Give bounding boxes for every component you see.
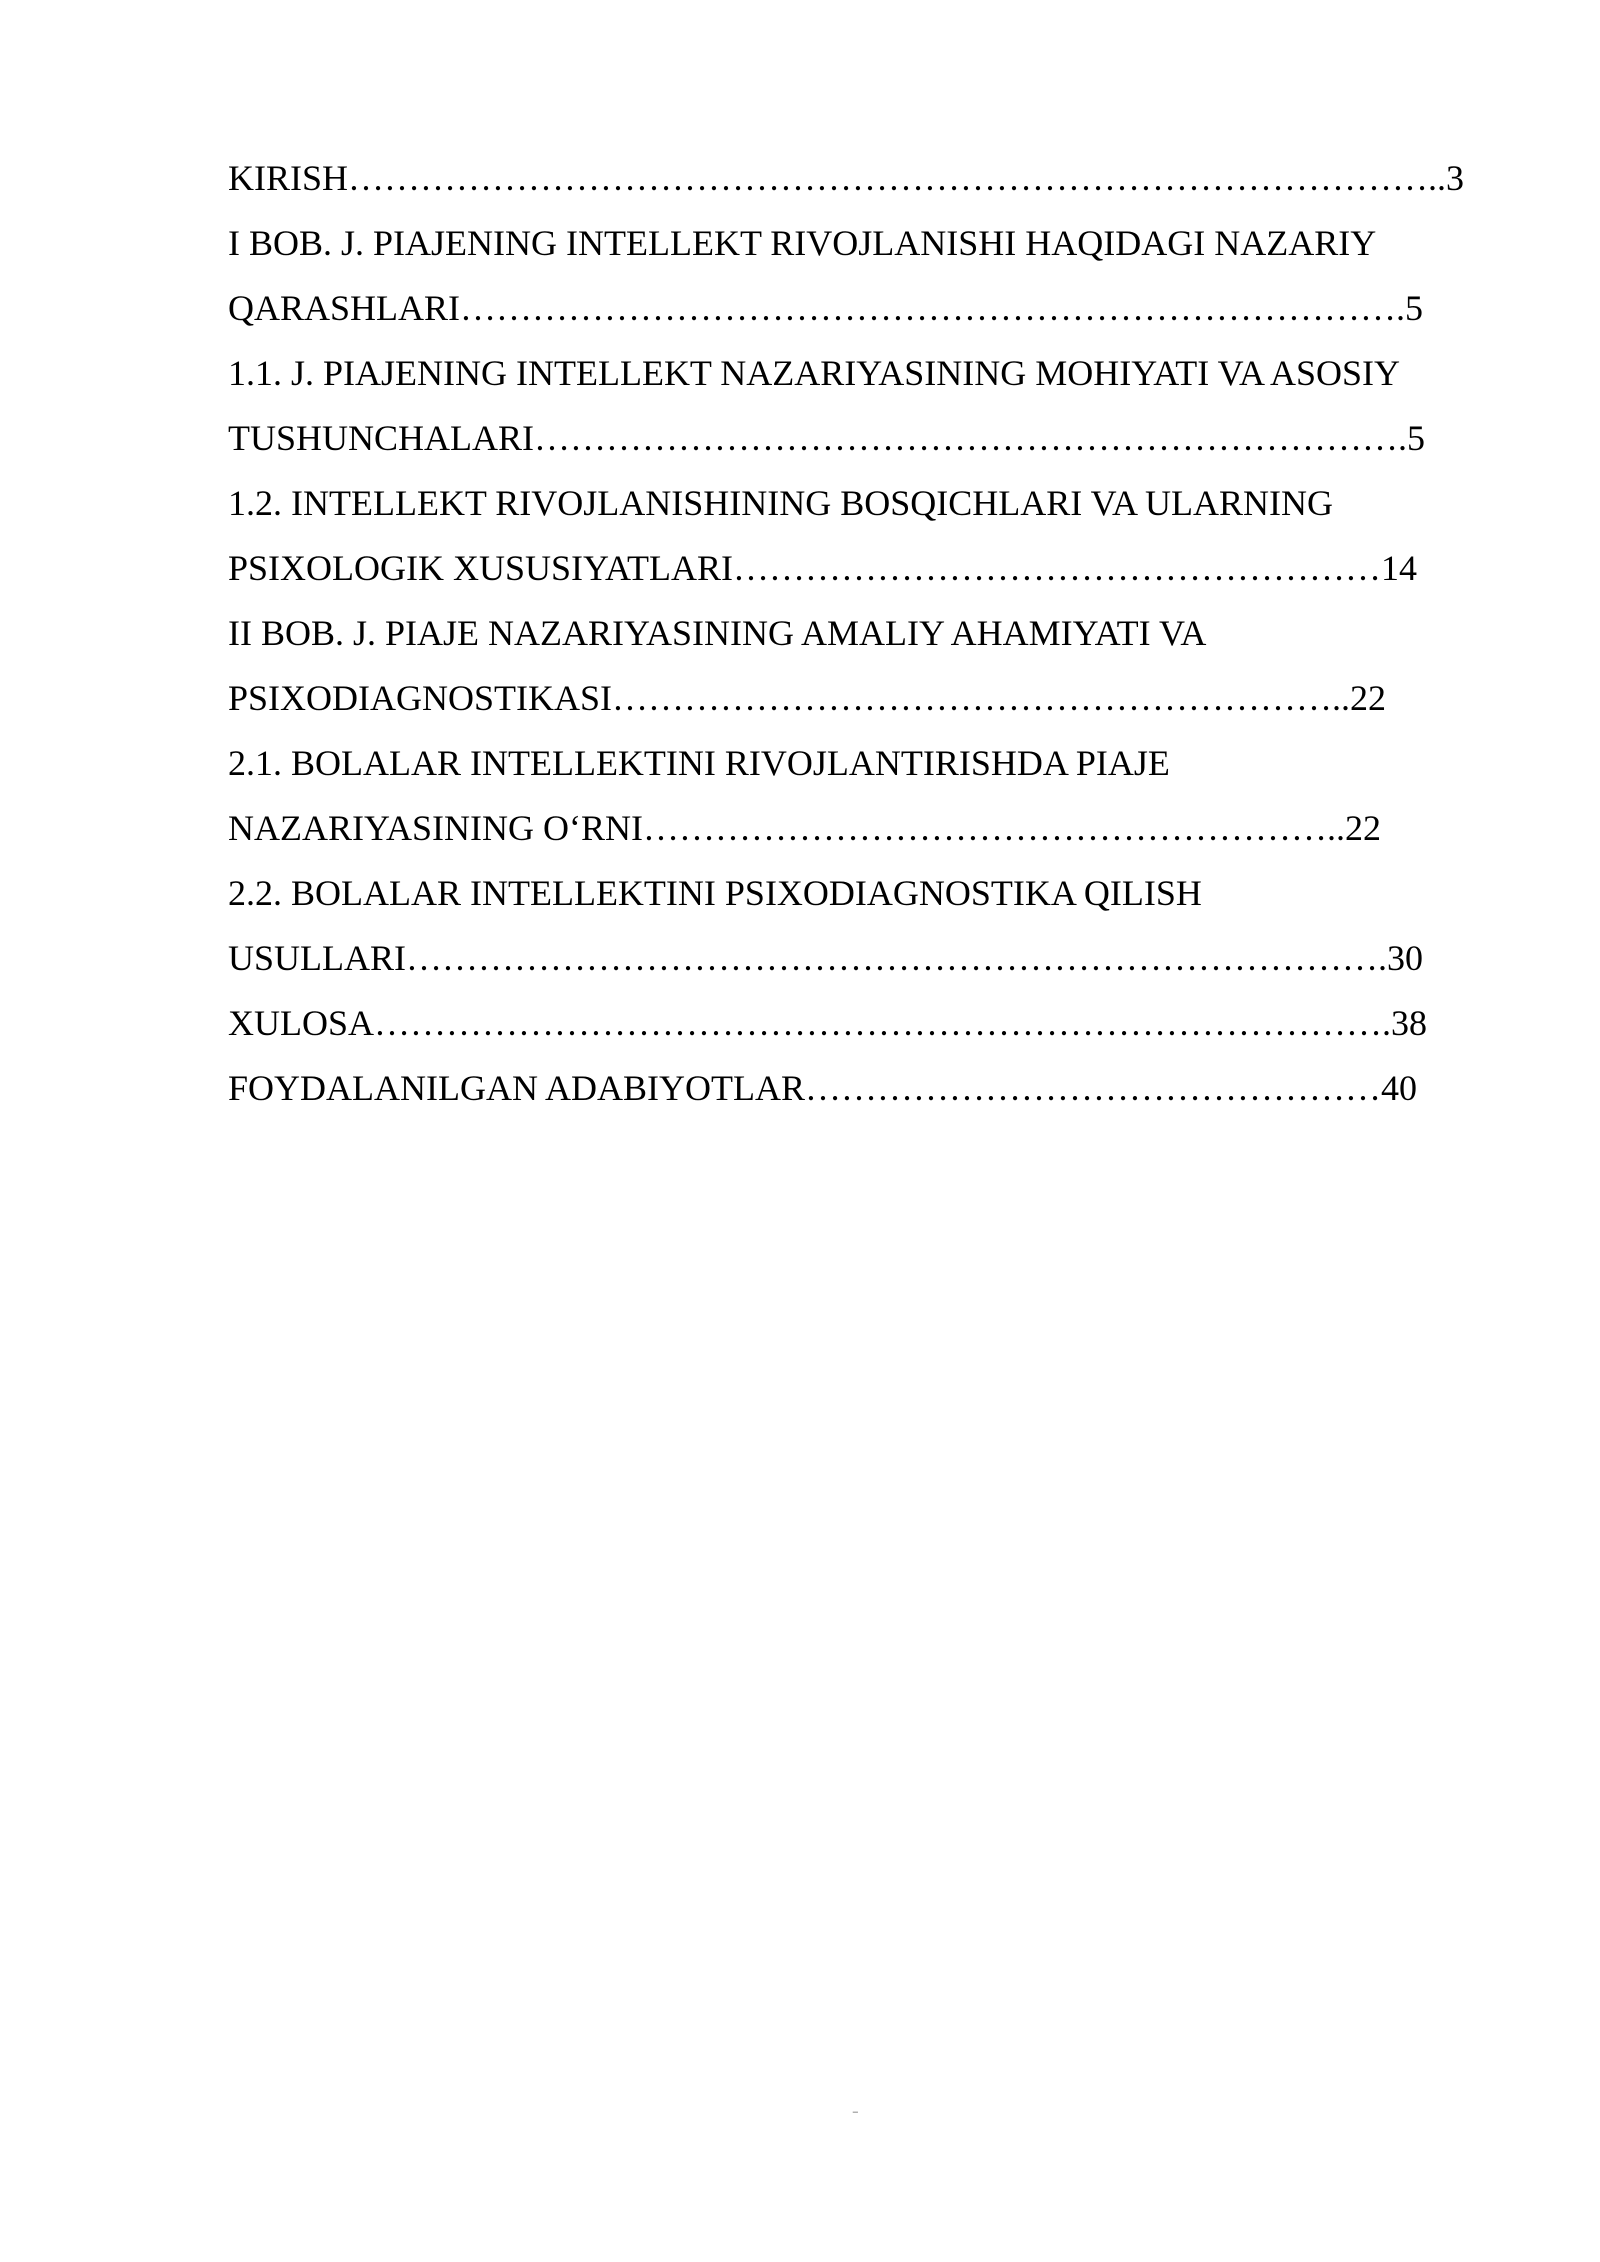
- toc-entry-chapter-1-page: QARASHLARI…………………………………………………………………….5: [228, 288, 1424, 328]
- table-of-contents: [228, 146, 1482, 1121]
- page-number-mark: -: [852, 2100, 859, 2122]
- toc-entry-section-2-2-page: USULLARI……………………………………………………………………….30: [228, 938, 1423, 978]
- toc-entry-adabiyotlar: FOYDALANILGAN ADABIYOTLAR…………………………………………40: [228, 1068, 1417, 1108]
- toc-entry-section-1-2-title: 1.2. INTELLEKT RIVOJLANISHINING BOSQICHLARI VA ULARNING: [228, 483, 1333, 523]
- toc-entry-section-1-1-title: 1.1. J. PIAJENING INTELLEKT NAZARIYASINING MOHIYATI VA ASOSIY: [228, 353, 1401, 393]
- toc-entry-section-1-1-page: TUSHUNCHALARI……………………………………………………………….5: [228, 418, 1425, 458]
- toc-entry-section-2-2-title: 2.2. BOLALAR INTELLEKTINI PSIXODIAGNOSTIKA QILISH: [228, 873, 1202, 913]
- toc-entry-section-1-2-page: PSIXOLOGIK XUSUSIYATLARI………………………………………………14: [228, 548, 1418, 588]
- toc-entry-chapter-2-page: PSIXODIAGNOSTIKASI……………………………………………………..22: [228, 678, 1387, 718]
- toc-entry-section-2-1-title: 2.1. BOLALAR INTELLEKTINI RIVOJLANTIRISHDA PIAJE: [228, 743, 1170, 783]
- toc-entry-kirish: KIRISH………………………………………………………………………………..3: [228, 158, 1465, 198]
- toc-entry-chapter-2-title: II BOB. J. PIAJE NAZARIYASINING AMALIY AHAMIYATI VA: [228, 613, 1207, 653]
- toc-entry-chapter-1-title: I BOB. J. PIAJENING INTELLEKT RIVOJLANISHI HAQIDAGI NAZARIY: [228, 223, 1377, 263]
- toc-entry-xulosa: XULOSA………………………………………………………………………….38: [228, 1003, 1428, 1043]
- toc-entry-section-2-1-page: NAZARIYASINING O‘RNI…………………………………………………..22: [228, 808, 1381, 848]
